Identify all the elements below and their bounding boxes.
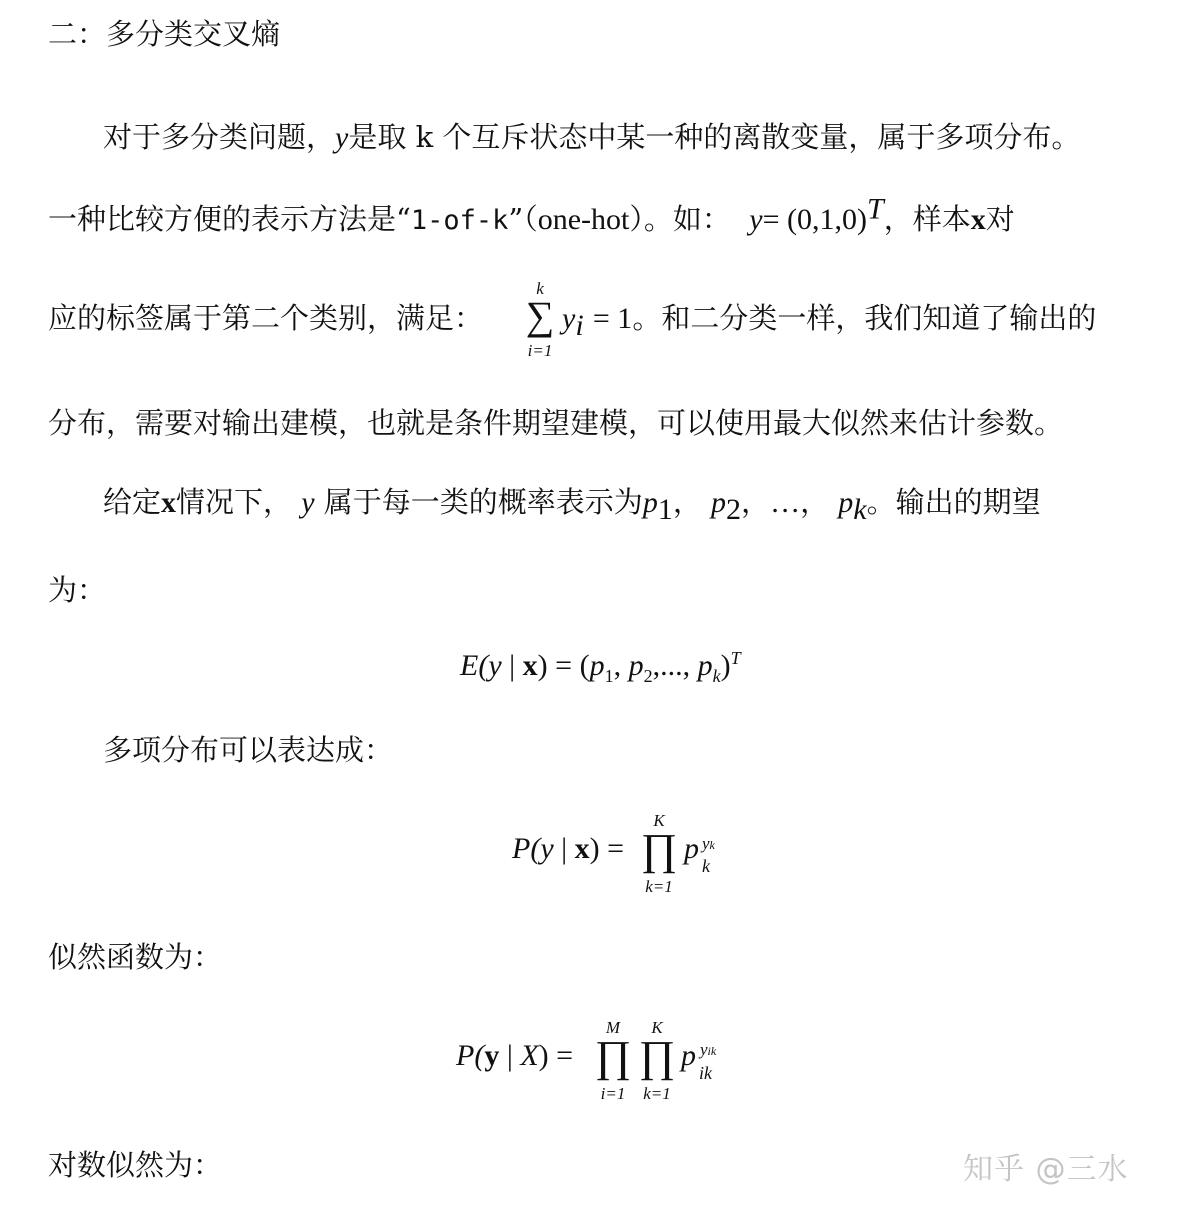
- text: 属于每一类的概率表示为: [323, 485, 643, 519]
- sub-2: 2: [643, 666, 653, 686]
- text: 。输出的期望: [866, 485, 1041, 519]
- sup-y: y: [700, 1040, 708, 1059]
- equation-expectation: [460, 648, 741, 686]
- sub-1: 1: [657, 492, 673, 526]
- var-p: p: [628, 649, 644, 682]
- eq-E: E(: [460, 649, 489, 682]
- sub-k: k: [853, 492, 867, 526]
- term-one-hot: one-hot: [537, 203, 630, 236]
- power-y-k: [702, 834, 715, 854]
- sup-sub-k: k: [709, 838, 715, 852]
- paragraph-1-line-1: [103, 117, 1080, 158]
- var-y: y: [488, 649, 502, 682]
- var-x: x: [574, 832, 590, 865]
- log-likelihood-text: 对数似然为：: [48, 1148, 223, 1182]
- var-p: p: [642, 486, 658, 519]
- paragraph-2-line-2: 为：: [48, 573, 107, 607]
- sup-T: T: [730, 648, 741, 668]
- text: 一种比较方便的表示方法是“: [48, 202, 411, 236]
- sub-ik: ik: [699, 1063, 712, 1083]
- sep: ，: [741, 485, 771, 519]
- prod-upper: K: [653, 811, 665, 830]
- eq-rhs: ) =: [589, 832, 625, 865]
- paragraph-2-line-1: [103, 482, 1041, 526]
- var-x: x: [970, 203, 986, 236]
- var-p: p: [681, 1039, 696, 1072]
- prod-lower: k=1: [645, 877, 673, 896]
- sep: ，: [672, 485, 702, 519]
- var-y-bold: y: [484, 1039, 500, 1072]
- paragraph-1-line-2: [48, 192, 1015, 241]
- close: ): [720, 649, 731, 682]
- var-y: y: [540, 832, 554, 865]
- sub-i: i: [575, 308, 584, 342]
- equation-likelihood-lhs: [456, 1039, 573, 1073]
- text: 对于多分类问题，: [103, 120, 336, 154]
- var-y: y: [301, 486, 315, 519]
- sup-T: T: [867, 192, 884, 226]
- paragraph-1-line-3-right: [562, 298, 1097, 342]
- var-x: x: [161, 486, 177, 519]
- bar: |: [499, 1039, 521, 1072]
- power-y-ik: [700, 1040, 716, 1060]
- paragraph-1-line-3-left: 应的标签属于第二个类别，满足：: [48, 301, 484, 335]
- eq-one: = 1: [592, 302, 633, 335]
- var-p: p: [589, 649, 605, 682]
- multinomial-text: 多项分布可以表达成：: [103, 733, 394, 767]
- product-icon: ∏: [638, 1032, 676, 1081]
- product-operator-i: [592, 1019, 634, 1103]
- text: ）。如：: [629, 202, 731, 236]
- var-x: x: [522, 649, 538, 682]
- equation-multinomial-lhs: [512, 832, 624, 866]
- sup-y: y: [702, 834, 710, 853]
- text: 是取: [348, 120, 407, 154]
- product-icon: ∏: [640, 825, 678, 874]
- prod-lower-i: i=1: [600, 1084, 626, 1103]
- var-k: k: [415, 120, 434, 154]
- equation-multinomial-rhs: [684, 832, 699, 866]
- sep: ，: [800, 485, 830, 519]
- code-1-of-k: 1-of-k: [410, 205, 509, 236]
- text: ”（: [508, 202, 538, 236]
- text: ，样本: [883, 202, 971, 236]
- var-y: y: [335, 121, 349, 154]
- var-y: y: [562, 302, 576, 335]
- sub-1: 1: [604, 666, 614, 686]
- equation-likelihood-rhs: [681, 1039, 696, 1073]
- eq-rhs: ) =: [538, 1039, 574, 1072]
- ellipsis: …: [770, 486, 801, 519]
- sup-sub-ik: ik: [707, 1044, 717, 1058]
- bar: |: [501, 649, 523, 682]
- prod-lower-k: k=1: [643, 1084, 671, 1103]
- text: 。和二分类一样，我们知道了输出的: [632, 301, 1097, 335]
- text: 给定: [103, 485, 162, 519]
- paragraph-1-line-4: 分布，需要对输出建模，也就是条件期望建模，可以使用最大似然来估计参数。: [48, 406, 1064, 440]
- prod-upper-K: K: [651, 1018, 663, 1037]
- sub-k: k: [702, 856, 710, 876]
- var-p: p: [711, 486, 727, 519]
- section-heading: 二：多分类交叉熵: [48, 17, 281, 51]
- summation: [520, 280, 560, 360]
- formula-onehot: = (0,1,0): [762, 203, 868, 236]
- eq-rhs: ) = (: [537, 649, 590, 682]
- eq-P: P(: [456, 1039, 485, 1072]
- zhihu-watermark: 知乎 @三水: [963, 1152, 1129, 1187]
- var-X: X: [520, 1039, 539, 1072]
- text: 情况下，: [176, 485, 293, 519]
- text: 对: [985, 202, 1015, 236]
- comma: ,: [613, 649, 629, 682]
- sub-k: k: [712, 666, 721, 686]
- var-y: y: [749, 203, 763, 236]
- likelihood-text: 似然函数为：: [48, 940, 223, 974]
- bar: |: [553, 832, 575, 865]
- product-operator-k: [636, 1019, 678, 1103]
- prod-upper-M: M: [605, 1018, 621, 1037]
- ellipsis: ,...,: [652, 649, 698, 682]
- sum-lower: i=1: [527, 341, 553, 360]
- sub-2: 2: [726, 492, 742, 526]
- var-p: p: [697, 649, 713, 682]
- product-icon: ∏: [594, 1032, 632, 1081]
- product-operator: [638, 812, 680, 896]
- text: 个互斥状态中某一种的离散变量，属于多项分布。: [442, 120, 1081, 154]
- var-p: p: [838, 486, 854, 519]
- var-p: p: [684, 832, 699, 865]
- eq-P: P(: [512, 832, 541, 865]
- sum-icon: ∑: [525, 293, 555, 338]
- sum-upper: k: [536, 279, 544, 298]
